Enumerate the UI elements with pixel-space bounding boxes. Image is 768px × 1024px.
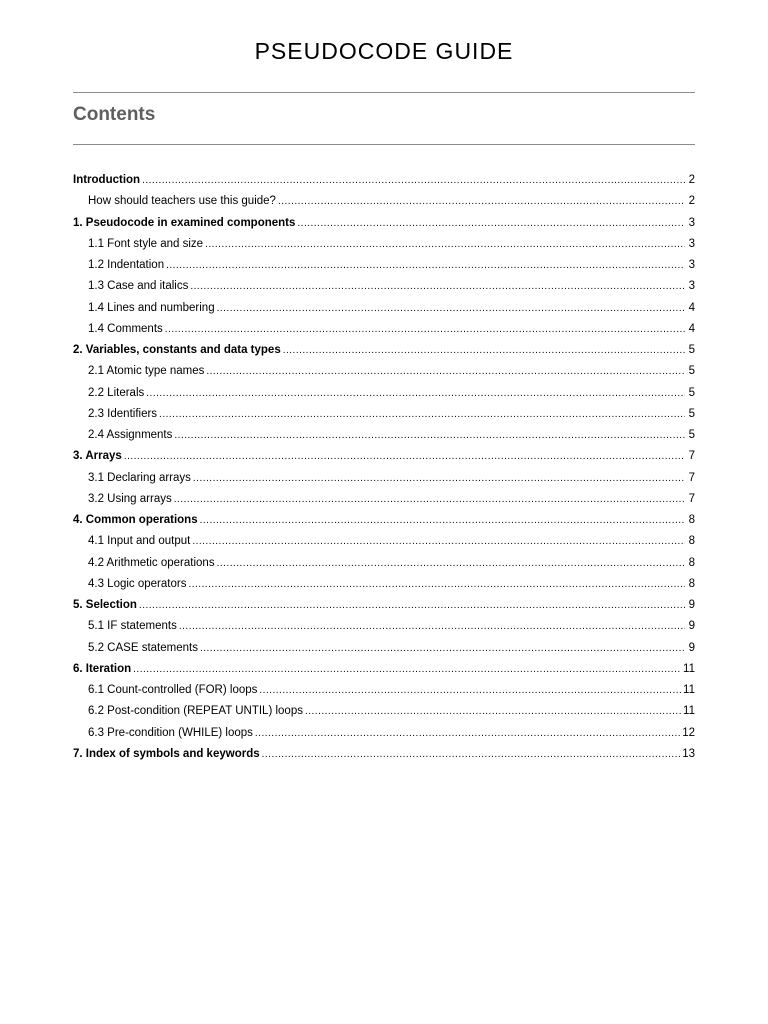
toc-subsection-entry[interactable] (73, 383, 695, 404)
toc-entry-label: 7. Index of symbols and keywords (73, 747, 260, 760)
table-of-contents (73, 170, 695, 765)
toc-subsection-entry[interactable] (73, 191, 695, 212)
toc-dot-leader (146, 383, 685, 404)
toc-subsection-entry[interactable] (73, 531, 695, 552)
toc-entry-label: 6. Iteration (73, 662, 132, 675)
toc-entry-label: Introduction (73, 174, 141, 186)
toc-entry-label: 1.1 Font style and size (88, 237, 204, 250)
toc-entry-label: 3. Arrays (73, 450, 122, 463)
toc-dot-leader (259, 680, 681, 701)
toc-entry-label: 1. Pseudocode in examined components (73, 216, 296, 229)
toc-page-number: 9 (688, 620, 695, 633)
toc-dot-leader (166, 255, 685, 276)
toc-subsection-entry[interactable] (73, 680, 695, 701)
toc-dot-leader (255, 723, 680, 744)
toc-section-entry[interactable] (73, 170, 695, 191)
toc-subsection-entry[interactable] (73, 468, 695, 489)
toc-entry-label: 5.1 IF statements (88, 620, 177, 633)
toc-page-number: 3 (688, 237, 695, 250)
toc-page-number: 3 (688, 216, 695, 229)
toc-entry-label: 1.4 Comments (88, 322, 163, 335)
toc-page-number: 8 (688, 535, 695, 548)
toc-section-entry[interactable] (73, 340, 695, 361)
toc-dot-leader (262, 744, 681, 765)
toc-page-number: 12 (682, 726, 695, 739)
toc-subsection-entry[interactable] (73, 723, 695, 744)
toc-dot-leader (159, 404, 685, 425)
toc-subsection-entry[interactable] (73, 701, 695, 722)
toc-dot-leader (174, 425, 685, 446)
toc-dot-leader (200, 638, 685, 659)
toc-dot-leader (278, 191, 685, 212)
toc-entry-label: 3.1 Declaring arrays (88, 471, 191, 484)
toc-section-entry[interactable] (73, 659, 695, 680)
toc-page-number: 5 (688, 407, 695, 420)
toc-page-number: 5 (688, 365, 695, 378)
toc-page-number: 8 (688, 556, 695, 569)
toc-subsection-entry[interactable] (73, 361, 695, 382)
toc-page-number: 11 (683, 662, 695, 675)
toc-section-entry[interactable] (73, 446, 695, 467)
toc-section-entry[interactable] (73, 595, 695, 616)
toc-entry-label: 5. Selection (73, 599, 137, 611)
toc-entry-label: 1.2 Indentation (88, 259, 165, 271)
top-divider (73, 92, 695, 93)
bottom-divider (73, 144, 695, 145)
toc-entry-label: 6.2 Post-condition (REPEAT UNTIL) loops (88, 705, 303, 718)
toc-subsection-entry[interactable] (73, 574, 695, 595)
toc-entry-label: 6.1 Count-controlled (FOR) loops (88, 684, 258, 696)
toc-entry-label: 4.2 Arithmetic operations (88, 556, 215, 569)
toc-dot-leader (297, 213, 685, 234)
toc-section-entry[interactable] (73, 744, 695, 765)
toc-section-entry[interactable] (73, 510, 695, 531)
toc-entry-label: 2. Variables, constants and data types (73, 344, 281, 356)
toc-page-number: 5 (688, 386, 695, 399)
toc-page-number: 4 (688, 322, 695, 335)
toc-entry-label: 2.4 Assignments (88, 429, 173, 441)
toc-dot-leader (200, 510, 685, 531)
toc-page-number: 7 (688, 492, 695, 505)
toc-subsection-entry[interactable] (73, 255, 695, 276)
toc-page-number: 2 (688, 195, 695, 208)
toc-dot-leader (139, 595, 685, 616)
toc-entry-label: 3.2 Using arrays (88, 492, 172, 505)
toc-page-number: 3 (688, 259, 695, 271)
toc-dot-leader (193, 468, 685, 489)
toc-page-number: 11 (683, 684, 695, 696)
toc-page-number: 7 (688, 471, 695, 484)
toc-dot-leader (124, 446, 685, 467)
toc-entry-label: How should teachers use this guide? (88, 195, 276, 208)
toc-subsection-entry[interactable] (73, 638, 695, 659)
toc-dot-leader (133, 659, 681, 680)
toc-page-number: 2 (688, 174, 695, 186)
toc-dot-leader (190, 276, 685, 297)
toc-page-number: 3 (688, 280, 695, 293)
toc-page-number: 11 (683, 705, 695, 718)
toc-page-number: 13 (682, 747, 695, 760)
toc-dot-leader (179, 616, 685, 637)
toc-entry-label: 1.4 Lines and numbering (88, 301, 215, 314)
toc-page-number: 5 (688, 344, 695, 356)
toc-dot-leader (188, 574, 685, 595)
toc-entry-label: 2.1 Atomic type names (88, 365, 205, 378)
toc-subsection-entry[interactable] (73, 553, 695, 574)
toc-entry-label: 5.2 CASE statements (88, 641, 198, 654)
toc-page-number: 5 (688, 429, 695, 441)
toc-page-number: 7 (688, 450, 695, 463)
toc-entry-label: 2.3 Identifiers (88, 407, 158, 420)
toc-dot-leader (217, 553, 685, 574)
toc-dot-leader (217, 298, 685, 319)
toc-entry-label: 4.3 Logic operators (88, 577, 187, 590)
toc-entry-label: 6.3 Pre-condition (WHILE) loops (88, 726, 253, 739)
toc-subsection-entry[interactable] (73, 404, 695, 425)
toc-page-number: 4 (688, 301, 695, 314)
toc-dot-leader (305, 701, 681, 722)
toc-dot-leader (205, 234, 685, 255)
toc-subsection-entry[interactable] (73, 298, 695, 319)
toc-page-number: 9 (688, 641, 695, 654)
toc-page-number: 8 (688, 514, 695, 526)
document-title: PSEUDOCODE GUIDE (254, 38, 514, 64)
toc-entry-label: 2.2 Literals (88, 386, 145, 399)
toc-dot-leader (206, 361, 685, 382)
toc-dot-leader (174, 489, 685, 510)
toc-dot-leader (165, 319, 685, 340)
toc-page-number: 9 (688, 599, 695, 611)
toc-dot-leader (192, 531, 685, 552)
toc-subsection-entry[interactable] (73, 276, 695, 297)
contents-heading: Contents (73, 104, 156, 125)
toc-dot-leader (142, 170, 685, 191)
toc-subsection-entry[interactable] (73, 616, 695, 637)
toc-entry-label: 1.3 Case and italics (88, 280, 189, 293)
toc-subsection-entry[interactable] (73, 319, 695, 340)
toc-subsection-entry[interactable] (73, 489, 695, 510)
toc-page-number: 8 (688, 577, 695, 590)
toc-entry-label: 4.1 Input and output (88, 535, 191, 548)
toc-subsection-entry[interactable] (73, 234, 695, 255)
toc-subsection-entry[interactable] (73, 425, 695, 446)
toc-dot-leader (283, 340, 685, 361)
toc-entry-label: 4. Common operations (73, 514, 198, 526)
toc-section-entry[interactable] (73, 213, 695, 234)
